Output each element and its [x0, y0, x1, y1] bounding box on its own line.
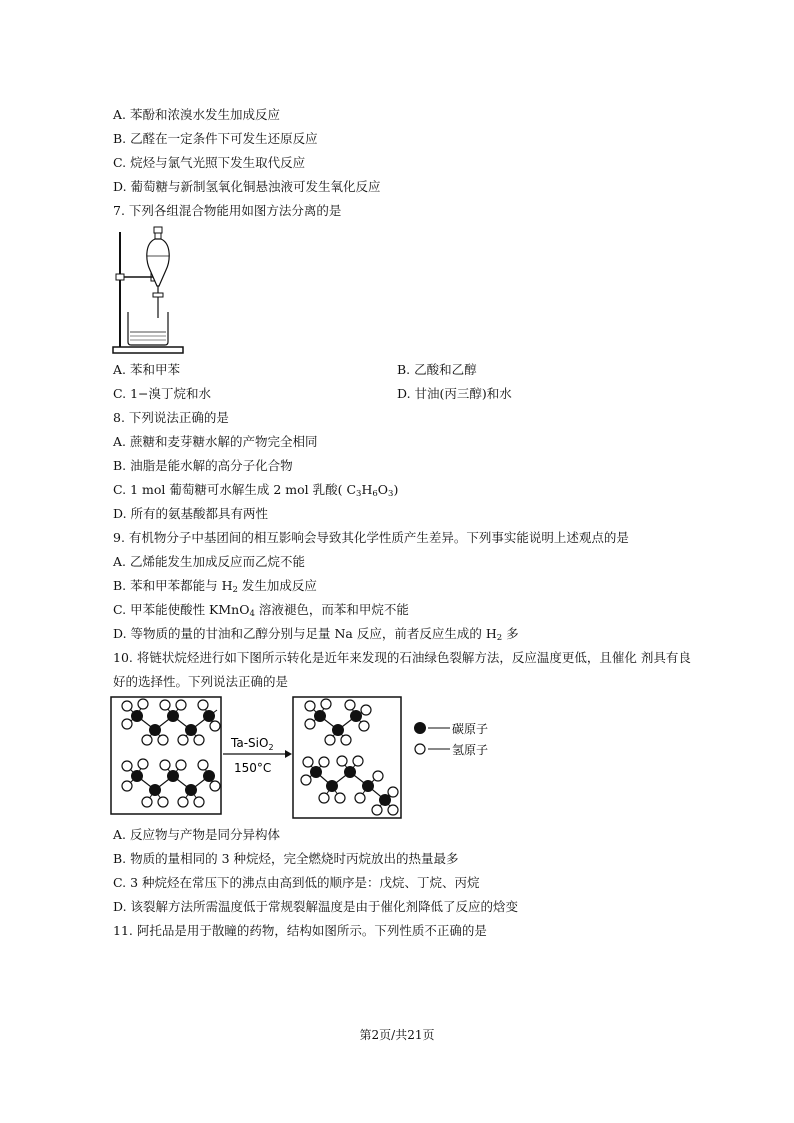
catalyst-label: Ta-SiO$_2$: [231, 736, 274, 752]
q8-option-c: C. 1 mol 葡萄糖可水解生成 2 mol 乳酸( $C_3H_6O_3$): [113, 482, 399, 499]
q10-option-a: A. 反应物与产物是同分异构体: [113, 827, 280, 842]
q10-option-d: D. 该裂解方法所需温度低于常规裂解温度是由于催化剂降低了反应的焓变: [113, 899, 519, 914]
legend-carbon-label: 碳原子: [452, 722, 489, 736]
q7-option-a: A. 苯和甲苯: [113, 362, 180, 377]
pentane-molecule: [122, 759, 220, 807]
q11-stem: 11. 阿托品是用于散瞳的药物，结构如图所示。下列性质不正确的是: [113, 923, 487, 938]
q6-option-c: C. 烷烃与氯气光照下发生取代反应: [113, 155, 306, 170]
q9-option-d: D. 等物质的量的甘油和乙醇分别与足量 Na 反应，前者反应生成的 $H_2$ 多: [113, 626, 519, 643]
q6-option-b: B. 乙醛在一定条件下可发生还原反应: [113, 131, 318, 146]
q8-stem: 8. 下列说法正确的是: [113, 410, 229, 425]
q8-option-d: D. 所有的氨基酸都具有两性: [113, 506, 269, 521]
q6-option-a: A. 苯酚和浓溴水发生加成反应: [113, 107, 280, 122]
carbon-legend-icon: [414, 722, 426, 734]
q7-stem: 7. 下列各组混合物能用如图方法分离的是: [113, 203, 342, 218]
q9-option-a: A. 乙烯能发生加成反应而乙烷不能: [113, 554, 305, 569]
separatory-funnel-figure: [110, 226, 190, 356]
legend-hydrogen-label: 氢原子: [452, 743, 489, 757]
q10-stem-line2: 好的选择性。下列说法正确的是: [113, 674, 289, 689]
cracking-reaction-diagram: [110, 696, 530, 821]
temperature-label: 150°C: [234, 761, 272, 775]
q8-option-a: A. 蔗糖和麦芽糖水解的产物完全相同: [113, 434, 318, 449]
q9-option-b: B. 苯和甲苯都能与 $H_2$ 发生加成反应: [113, 578, 317, 595]
hydrogen-legend-icon: [415, 744, 425, 754]
q10-option-b: B. 物质的量相同的 3 种烷烃，完全燃烧时丙烷放出的热量最多: [113, 851, 459, 866]
q6-option-d: D. 葡萄糖与新制氢氧化铜悬浊液可发生氧化反应: [113, 179, 381, 194]
page-footer: 第2页/共21页: [359, 1028, 435, 1042]
q7-option-c: C. 1−溴丁烷和水: [113, 386, 211, 401]
q10-option-c: C. 3 种烷烃在常压下的沸点由高到低的顺序是：戊烷、丁烷、丙烷: [113, 875, 480, 890]
q9-option-c: C. 甲苯能使酸性 KMnO$_4$ 溶液褪色，而苯和甲烷不能: [113, 602, 409, 619]
q8-option-b: B. 油脂是能水解的高分子化合物: [113, 458, 293, 473]
propane-molecule: [305, 699, 371, 745]
pentane-molecule: [122, 699, 220, 745]
q9-stem: 9. 有机物分子中基团间的相互影响会导致其化学性质产生差异。下列事实能说明上述观点的是: [113, 530, 629, 545]
q10-stem-line1: 10. 将链状烷烃进行如下图所示转化是近年来发现的石油绿色裂解方法，反应温度更低，且催化 剂具有良: [113, 650, 691, 665]
q7-option-b: B. 乙酸和乙醇: [397, 362, 477, 377]
legend: [414, 721, 488, 757]
alkane-molecule: [301, 756, 398, 815]
q7-option-d: D. 甘油(丙三醇)和水: [397, 386, 512, 401]
